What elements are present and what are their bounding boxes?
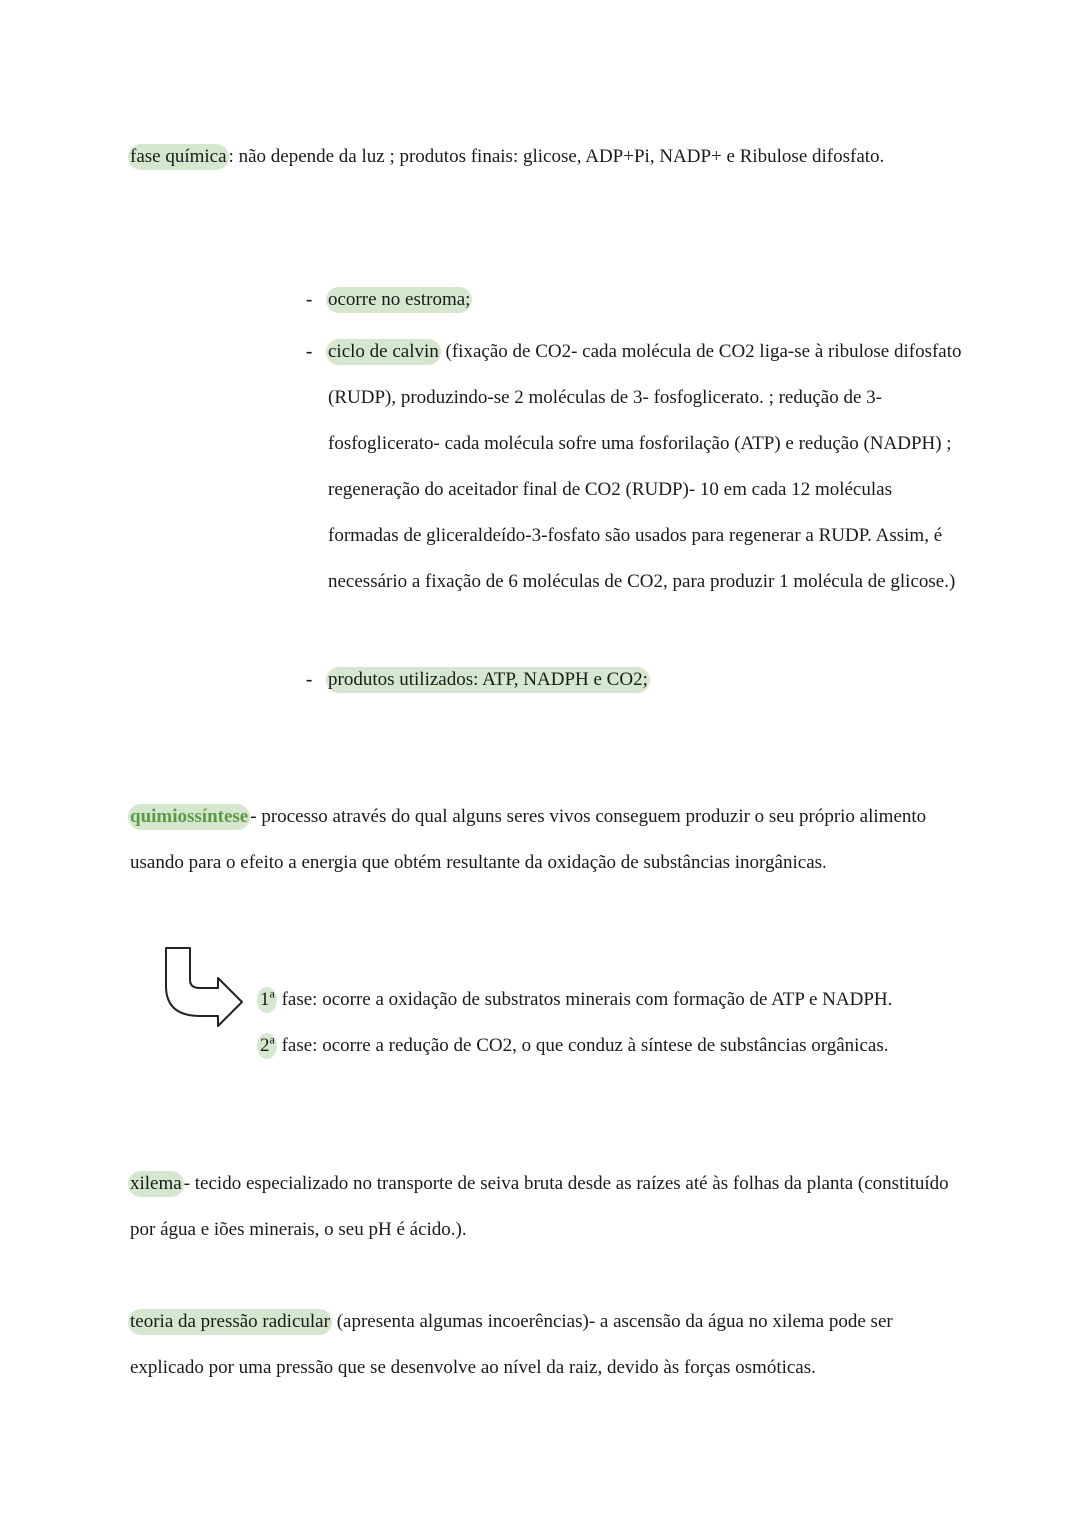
term-xilema: xilema xyxy=(128,1171,184,1197)
paragraph-teoria-pressao-radicular xyxy=(130,1299,960,1391)
paragraph-xilema xyxy=(130,1161,960,1253)
phase-text: fase: ocorre a redução de CO2, o que conduz à síntese de substâncias orgânicas. xyxy=(276,1035,889,1056)
list-item-highlight: ciclo de calvin xyxy=(326,339,441,365)
fase-quimica-list xyxy=(306,277,966,703)
list-item xyxy=(306,277,966,323)
list-item-highlight: produtos utilizados: ATP, NADPH e CO2; xyxy=(326,667,650,693)
phase-text: fase: ocorre a oxidação de substratos minerais com formação de ATP e NADPH. xyxy=(276,989,893,1010)
fase-quimica-text: : não depende da luz ; produtos finais: glicose, ADP+Pi, NADP+ e Ribulose difosfato. xyxy=(228,146,885,167)
xilema-text: - tecido especializado no transporte de seiva bruta desde as raízes até às folhas da planta (constituído por água e iões minerais, o seu pH é ácido.). xyxy=(130,1173,949,1240)
phase-item xyxy=(260,1023,980,1069)
list-item xyxy=(306,657,966,703)
phase-item xyxy=(260,977,980,1023)
quimiossintese-text: - processo através do qual alguns seres vivos conseguem produzir o seu próprio alimento usando para o efeito a energia que obtém resultante da oxidação de substâncias inorgânicas. xyxy=(130,806,927,873)
dash-bullet: - xyxy=(306,289,313,310)
paragraph-fase-quimica xyxy=(130,134,960,180)
dash-bullet: - xyxy=(306,341,313,362)
curved-right-arrow-icon xyxy=(160,946,246,1030)
list-item xyxy=(306,329,966,605)
phase-ordinal: 1$^a$ xyxy=(257,987,277,1013)
phase-ordinal: 2$^a$ xyxy=(257,1033,277,1059)
paragraph-quimiossintese xyxy=(130,794,960,886)
phases-list xyxy=(260,977,980,1069)
dash-bullet: - xyxy=(306,669,313,690)
teoria-text: (apresenta algumas incoerências)- a ascensão da água no xilema pode ser explicado por uma pressão que se desenvolve ao nível da raiz, devido às forças osmóticas. xyxy=(130,1311,893,1378)
term-teoria-pressao-radicular: teoria da pressão radicular xyxy=(128,1309,332,1335)
list-item-text: (fixação de CO2- cada molécula de CO2 liga-se à ribulose difosfato (RUDP), produzindo-se 2 moléculas de 3- fosfoglicerato. ; redução de 3- fosfoglicerato- cada molécula sofre uma fosforilação (ATP) e redução (NADPH) ; regeneração do aceitador final de CO2 (RUDP)- 10 em cada 12 moléculas formadas de gliceraldeído-3-fosfato são usados para regenerar a RUDP. Assim, é necessário a fixação de 6 moléculas de CO2, para produzir 1 molécula de glicose.) xyxy=(328,341,962,592)
list-item-highlight: ocorre no estroma; xyxy=(326,287,472,313)
term-quimiossintese: quimiossíntese xyxy=(128,804,250,830)
term-fase-quimica: fase química xyxy=(128,144,229,170)
